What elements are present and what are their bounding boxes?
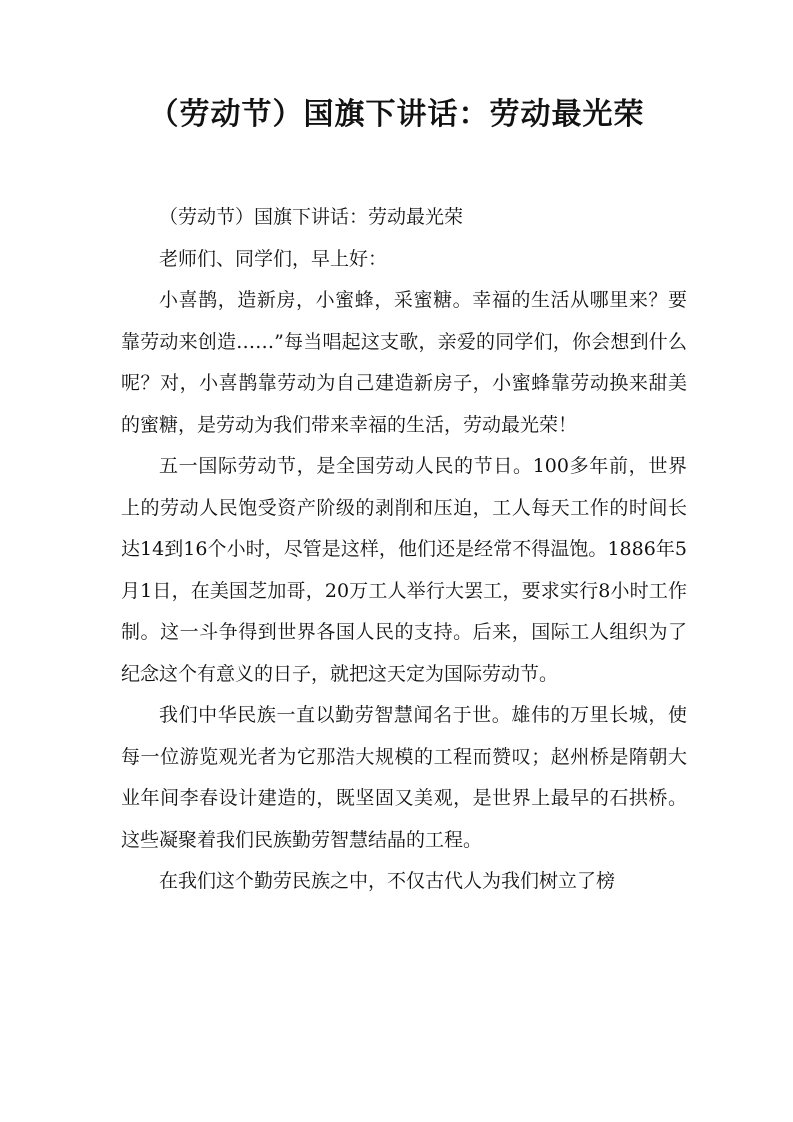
paragraph-song: 小喜鹊，造新房，小蜜蜂，采蜜糖。幸福的生活从哪里来？要靠劳动来创造……”每当唱起这支歌，亲爱的同学们，你会想到什么呢？对，小喜鹊靠劳动为自己建造新房子，小蜜蜂靠劳动换来甜美的蜜糖，是劳动为我们带来幸福的生活，劳动最光荣！ [121, 289, 687, 436]
paragraph-subtitle: （劳动节）国旗下讲话：劳动最光荣 [159, 206, 464, 228]
document-title: （劳动节）国旗下讲话：劳动最光荣 [148, 97, 645, 132]
paragraph-greeting: 老师们、同学们，早上好： [159, 247, 388, 270]
paragraph-continued: 在我们这个勤劳民族之中，不仅古代人为我们树立了榜 [159, 870, 616, 892]
document-body [121, 197, 687, 903]
paragraph-history: 五一国际劳动节，是全国劳动人民的节日。100多年前，世界上的劳动人民饱受资产阶级的剥削和压迫，工人每天工作的时间长达14到16个小时，尽管是这样，他们还是经常不得温饱。1886年5月1日，在美国芝加哥，20万工人举行大罢工，要求实行8小时工作制。这一斗争得到世界各国人民的支持。后来，国际工人组织为了纪念这个有意义的日子，就把这天定为国际劳动节。 [121, 455, 687, 685]
paragraph-heritage: 我们中华民族一直以勤劳智慧闻名于世。雄伟的万里长城，使每一位游览观光者为它那浩大规模的工程而赞叹；赵州桥是隋朝大业年间李春设计建造的，既坚固又美观，是世界上最早的石拱桥。这些凝聚着我们民族勤劳智慧结晶的工程。 [121, 704, 687, 851]
